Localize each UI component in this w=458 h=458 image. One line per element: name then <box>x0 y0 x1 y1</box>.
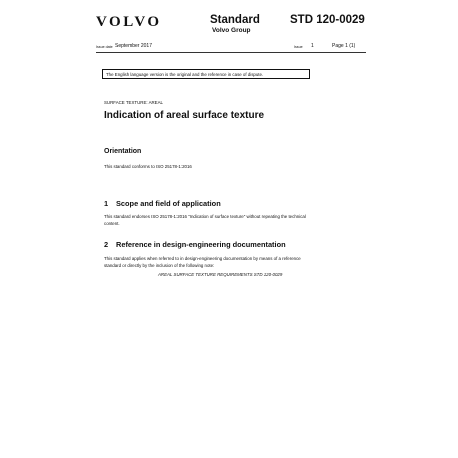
reference-text <box>104 255 344 269</box>
scope-text-line-2: content. <box>104 221 120 226</box>
language-notice-box: The English language version is the original and the reference in case of dispute. <box>102 69 310 79</box>
standard-number: STD 120-0029 <box>290 14 365 26</box>
reference-text-line-1: This standard applies when referred to in design-engineering documentation by means of a reference <box>104 256 301 261</box>
volvo-logo: VOLVO <box>96 14 162 30</box>
issue-date-value: September 2017 <box>115 43 152 49</box>
header-divider <box>96 52 366 53</box>
issue-value: 1 <box>311 43 314 49</box>
reference-text-line-2: standard or directly by the inclusion of the following note: <box>104 263 215 268</box>
orientation-heading: Orientation <box>104 148 142 155</box>
scope-text <box>104 213 344 227</box>
document-type: Standard <box>210 14 260 26</box>
reference-heading <box>104 240 286 249</box>
scope-heading <box>104 199 221 208</box>
reference-heading-text: Reference in design-engineering documentation <box>116 240 286 249</box>
reference-number: 2 <box>104 240 109 249</box>
volvo-group-label: Volvo Group <box>212 27 251 34</box>
issue-date-label: Issue date <box>96 45 113 49</box>
reference-note: AREAL SURFACE TEXTURE REQUIREMENTS STD 120-0029 <box>158 272 283 277</box>
scope-heading-text: Scope and field of application <box>116 199 221 208</box>
issue-label: Issue <box>294 45 303 49</box>
orientation-text: This standard conforms to ISO 25178-1:2016 <box>104 164 192 169</box>
scope-number: 1 <box>104 199 109 208</box>
section-caption: SURFACE TEXTURE: AREAL <box>104 100 163 105</box>
document-title: Indication of areal surface texture <box>104 110 265 121</box>
scope-text-line-1: This standard endorses ISO 25178-1:2016 "Indication of surface texture" without repeating the technical <box>104 214 306 219</box>
page-number: Page 1 (1) <box>332 43 356 49</box>
